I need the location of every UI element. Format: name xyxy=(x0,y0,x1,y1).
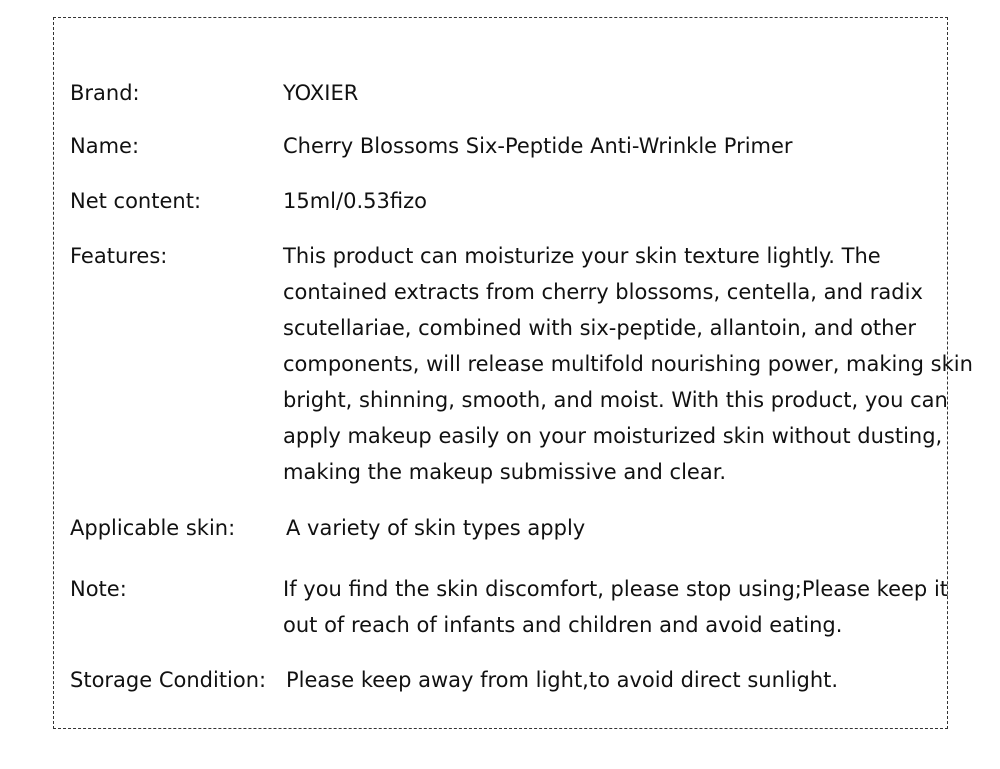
features-label: Features: xyxy=(70,244,168,268)
net-content-label: Net content: xyxy=(70,189,202,213)
storage-label: Storage Condition: xyxy=(70,668,267,692)
net-content-value: 15ml/0.53fizo xyxy=(283,189,427,213)
features-line: bright, shinning, smooth, and moist. With this product, you can xyxy=(283,388,948,412)
note-value xyxy=(283,571,948,643)
note-line: If you find the skin discomfort, please stop using;Please keep it xyxy=(283,577,949,601)
name-value: Cherry Blossoms Six-Peptide Anti-Wrinkle Primer xyxy=(283,134,793,158)
storage-value: Please keep away from light,to avoid direct sunlight. xyxy=(286,668,839,692)
applicable-skin-label: Applicable skin: xyxy=(70,516,236,540)
note-label: Note: xyxy=(70,577,127,601)
features-line: components, will release multifold nourishing power, making skin xyxy=(283,352,973,376)
features-line: contained extracts from cherry blossoms, centella, and radix xyxy=(283,280,923,304)
name-label: Name: xyxy=(70,134,140,158)
features-line: This product can moisturize your skin texture lightly. The xyxy=(283,244,881,268)
features-value xyxy=(283,238,973,490)
features-line: apply makeup easily on your moisturized skin without dusting, xyxy=(283,424,943,448)
applicable-skin-value: A variety of skin types apply xyxy=(286,516,586,540)
features-line: scutellariae, combined with six-peptide, allantoin, and other xyxy=(283,316,917,340)
brand-value: YOXIER xyxy=(283,81,359,105)
features-line: making the makeup submissive and clear. xyxy=(283,460,727,484)
brand-label: Brand: xyxy=(70,81,140,105)
note-line: out of reach of infants and children and avoid eating. xyxy=(283,613,843,637)
